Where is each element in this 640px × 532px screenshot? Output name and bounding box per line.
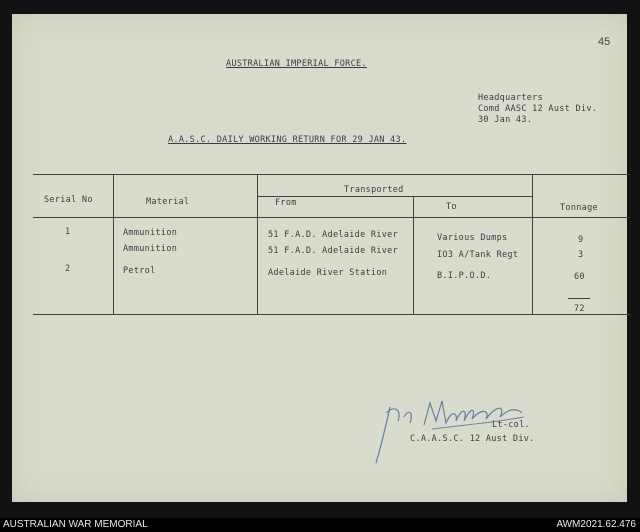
row-2-to: IO3 A/Tank Regt: [437, 250, 519, 260]
row-2-tonnage: 3: [578, 250, 584, 260]
header-serial: Serial No: [44, 195, 93, 205]
signature-rank: Lt-col.: [492, 420, 530, 430]
row-1-material: Ammunition: [123, 228, 178, 238]
hq-line-2: Comd AASC 12 Aust Div.: [478, 104, 598, 114]
document-sheet: [12, 14, 627, 502]
row-1-to: Various Dumps: [437, 233, 508, 243]
row-1-serial: 1: [65, 227, 71, 237]
row-1-tonnage: 9: [578, 235, 584, 245]
row-3-tonnage: 60: [574, 272, 585, 282]
col-rule-1: [113, 174, 114, 314]
row-3-from: Adelaide River Station: [268, 268, 388, 278]
footer-institution: AUSTRALIAN WAR MEMORIAL: [3, 519, 148, 530]
header-from: From: [275, 198, 297, 208]
header-tonnage: Tonnage: [560, 203, 598, 213]
signature-scrawl: [372, 395, 532, 470]
header-transported: Transported: [344, 185, 404, 195]
row-3-material: Petrol: [123, 266, 156, 276]
transported-rule: [258, 196, 533, 197]
table-top-rule: [33, 174, 630, 175]
document-title: AUSTRALIAN IMPERIAL FORCE.: [226, 59, 367, 69]
col-rule-3: [413, 196, 414, 314]
signature-title: C.A.A.S.C. 12 Aust Div.: [410, 434, 535, 444]
table-bottom-rule: [33, 314, 630, 315]
row-1-from: 51 F.A.D. Adelaide River: [268, 230, 399, 240]
row-3-to: B.I.P.O.D.: [437, 271, 492, 281]
row-3-serial: 2: [65, 264, 71, 274]
tonnage-total: 72: [574, 304, 585, 314]
row-2-from: 51 F.A.D. Adelaide River: [268, 246, 399, 256]
header-bottom-rule: [33, 217, 630, 218]
row-2-material: Ammunition: [123, 244, 178, 254]
header-to: To: [446, 202, 457, 212]
col-rule-2: [257, 174, 258, 314]
footer-accession: AWM2021.62.476: [556, 519, 636, 530]
archive-footer: [0, 518, 640, 532]
total-rule: [568, 298, 590, 299]
hq-line-1: Headquarters: [478, 93, 544, 103]
report-subtitle: A.A.S.C. DAILY WORKING RETURN FOR 29 JAN 43.: [168, 135, 407, 145]
col-rule-4: [532, 174, 533, 314]
hq-date: 30 Jan 43.: [478, 115, 533, 125]
header-material: Material: [146, 197, 190, 207]
pencil-page-number: 45: [598, 36, 611, 48]
